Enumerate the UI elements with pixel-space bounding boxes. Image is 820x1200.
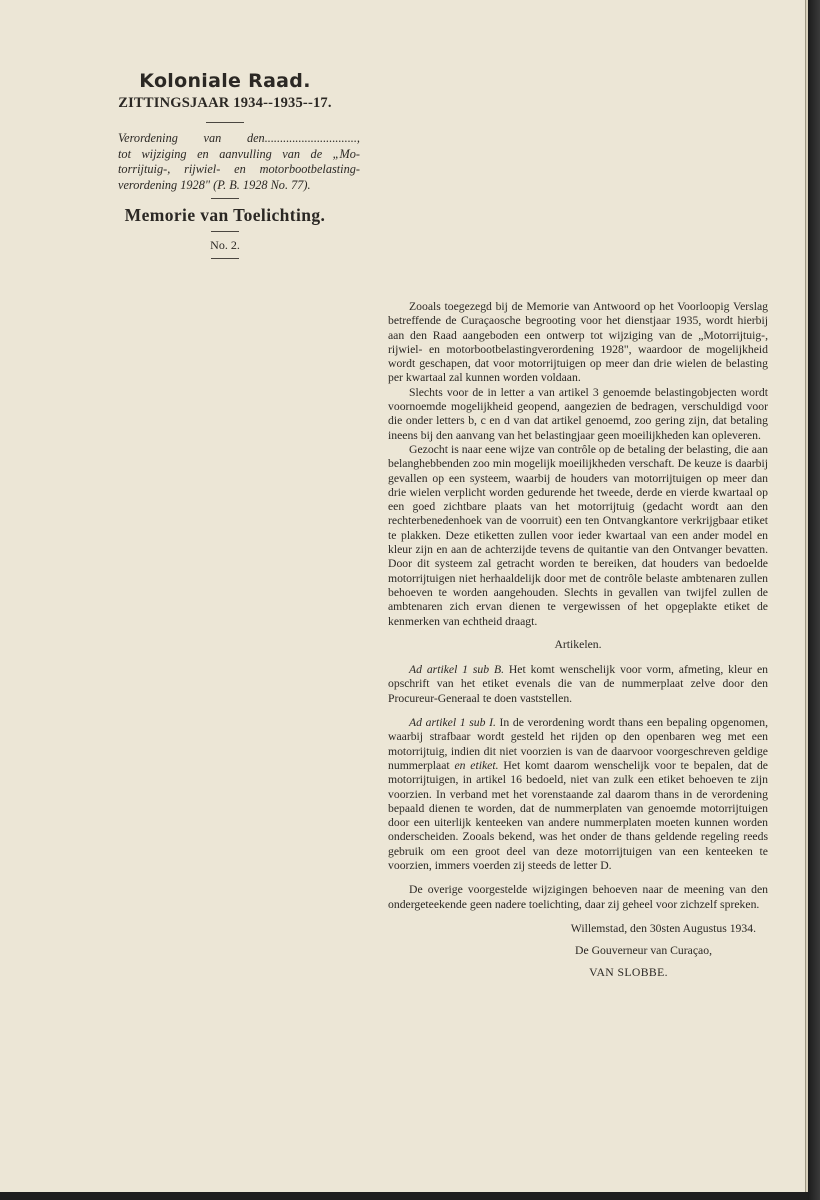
ordinance-line: verordening 1928" (P. B. 1928 No. 77). [118,177,311,192]
paragraph-intro: Zooals toegezegd bij de Memorie van Antwoord op het Voorloopig Verslag betreffende de Curaçaosche begrooting voor het dienstjaar 1935, wordt hierbij aan den Raad aangeboden een ontwerp tot wijziging van de „Motorrijtuig-, rijwiel- en motorbootbelastingverordening 1928", waardoor de mogelijkheid wordt geschapen, dat voor motorrijtuigen op meer dan drie wielen de belasting per kwartaal zal kunnen worden voldaan. [388,300,768,385]
signatory-title: De Gouverneur van Curaçao, [575,944,712,958]
signatory-name: VAN SLOBBE. [589,966,668,980]
place-date: Willemstad, den 30sten Augustus 1934. [570,921,756,935]
ordinance-line: Verordening van den.............................., [118,131,360,145]
divider [206,122,244,123]
document-title: Memorie van Toelichting. [124,205,326,225]
divider [211,231,239,232]
spacer [388,873,768,883]
article-text: Het komt daarom wenschelijk voor te bepalen, dat de motorrijtuigen, in artikel 16 bedoeld, niet van zulk een etiket behoeven te zijn voorzien. In verband met het vorenstaande zal daarom thans in de verordening bepaald dienen te worden, dat de nummerplaten van genoemde motorrijtuigen door een uiterlijk kenteeken van andere nummerplaten moeten kunnen worden onderscheiden. Zooals bekend, was het onder de thans geldende regeling reeds gebruik om een groot deel van deze motorrijtuigen van een kenteeken te voorzien, immers voerden zij steeds de letter D. [388,758,768,872]
scan-border [0,1192,808,1200]
paragraph-closing: De overige voorgestelde wijzigingen behoeven naar de meening van den ondergeteekende geen nadere toelichting, daar zij geheel voor zichzelf spreken. [388,883,768,911]
article-text: Het komt wenschelijk voor vorm, afmeting, kleur en opschrift van het etiket evenals die van de nummerplaat zelve door den Procureur-Generaal te doen vaststellen. [388,663,769,705]
divider [211,258,239,259]
council-title: Koloniale Raad. [139,70,311,92]
ordinance-line: torrijtuig-, rijwiel- en motorbootbelasting- [118,162,360,176]
document-body [388,300,768,981]
article-emphasis: en etiket. [454,758,499,772]
paragraph-scope: Slechts voor de in letter a van artikel 3 genoemde belastingobjecten wordt voornoemde mogelijkheid geopend, aangezien de bedragen, verschuldigd voor die onder letters b, c en d van dat artikel genoemd, zoo gering zijn, dat betaling ineens bij den aanvang van het belastingjaar geen moeilijkheden kan opleveren. [388,385,768,442]
session-label: ZITTINGSJAAR 1934--1935--17. [118,95,332,111]
ordinance-title [118,131,360,193]
article-text: In de verordening wordt thans een bepaling opgenomen, waarbij strafbaar wordt gesteld het rijden op den openbaren weg met een motorrijtuig, indien dit niet voorzien is van de daarvoor voorgeschreven geldige nummerplaat [388,716,768,772]
paragraph-control: Gezocht is naar eene wijze van contrôle op de betaling der belasting, die aan belanghebbenden zoo min mogelijk moeilijkheden verschaft. De keuze is daarbij gevallen op een systeem, waarbij de houders van motorrijtuigen op meer dan drie wielen verplicht worden gedurende het tweede, derde en vierde kwartaal op een goed zichtbare plaats van het motorrijtuig (gedacht wordt aan den rechterbenedenhoek van de voorruit) een ten Ontvangkantore verkrijgbaar etiket te plakken. Deze etiketten zullen voor ieder kwartaal van een ander model en kleur zijn en aan de achterzijde tevens de quitantie van den Ontvanger bevatten. Door dit systeem zal getracht worden te bereiken, dat houders van bedoelde motorrijtuigen niet herhaaldelijk door met de contrôle belaste ambtenaren zullen behoeven te worden aangehouden. Slechts in gevallen van twijfel zullen de ambtenaren zich ervan dienen te vergewissen of het opgeplakte etiket de kenmerken van echtheid draagt. [388,442,768,628]
article-label: Ad artikel 1 sub B. [409,663,505,677]
page-edge-line [805,0,806,1192]
binding-edge [808,0,820,1200]
paragraph-article-1i [388,716,768,873]
document-header [90,70,360,259]
articles-heading: Artikelen. [554,637,602,651]
paragraph-article-1b [388,663,768,706]
document-number: No. 2. [210,238,240,252]
article-label: Ad artikel 1 sub I. [409,716,496,730]
divider [211,198,239,199]
spacer [388,706,768,716]
ordinance-line: tot wijziging en aanvulling van de „Mo- [118,146,360,161]
